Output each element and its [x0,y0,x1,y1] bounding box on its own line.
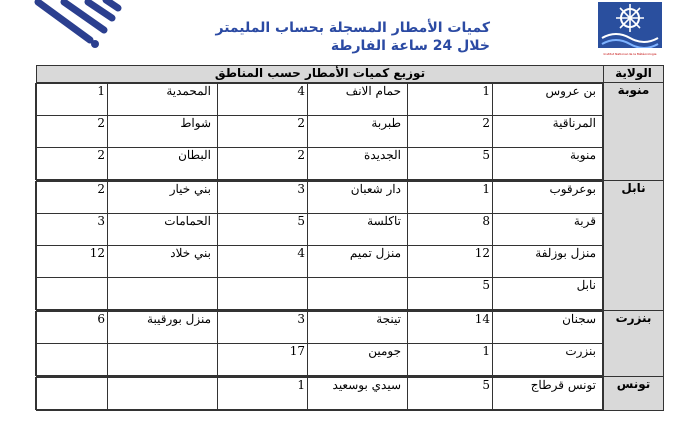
area-name: سجنان [493,312,603,344]
rainfall-value: 1 [218,378,308,410]
rainfall-value: 1 [408,182,493,214]
rainfall-value: 1 [408,344,493,376]
area-name: قربة [493,214,603,246]
rainfall-value: 8 [408,214,493,246]
table-row [36,214,603,246]
rainfall-value: 5 [408,148,493,180]
table-row [36,148,603,180]
area-name: تينجة [308,312,408,344]
area-name: طبربة [308,116,408,148]
table-row [36,344,603,376]
rainfall-value [36,278,108,310]
rainfall-value: 5 [408,278,493,310]
area-name: شواط [108,116,218,148]
area-name: بوعرقوب [493,182,603,214]
diagonal-stripes-icon [0,0,130,60]
area-name: الجديدة [308,148,408,180]
area-name: منزل بورقيبة [108,312,218,344]
rainfall-value: 2 [36,116,108,148]
area-name: حمام الانف [308,84,408,116]
rainfall-value: 5 [408,378,493,410]
table-row [36,312,603,344]
state-group [37,377,664,411]
area-name: منزل تميم [308,246,408,278]
state-group [37,83,664,181]
area-name: البطان [108,148,218,180]
rainfall-value: 3 [218,312,308,344]
area-name: منزل بوزلفة [493,246,603,278]
area-name [108,378,218,410]
rainfall-value: 17 [218,344,308,376]
rainfall-value: 2 [218,148,308,180]
page-subtitle: خلال 24 ساعة الفارطة [330,38,490,54]
table-row [36,182,603,214]
area-name: بني خيار [108,182,218,214]
area-name: بنزرت [493,344,603,376]
area-name: نابل [493,278,603,310]
table-row [36,116,603,148]
state-name: نابل [604,181,664,311]
table-row [36,378,603,410]
logo-caption: Institut National de la Météorologie [603,52,657,56]
rainfall-value: 2 [36,148,108,180]
rainfall-value: 3 [36,214,108,246]
rainfall-value: 1 [36,84,108,116]
column-header-state: الولاية [604,66,664,83]
area-name: تاكلسة [308,214,408,246]
area-name: بن عروس [493,84,603,116]
inm-logo [598,2,662,58]
rainfall-value: 6 [36,312,108,344]
area-name [108,344,218,376]
area-name [108,278,218,310]
area-name: المرناقية [493,116,603,148]
rainfall-value [36,344,108,376]
page-title: كميات الأمطار المسجلة بحساب المليمتر [215,20,490,36]
rainfall-value: 4 [218,246,308,278]
rainfall-value: 3 [218,182,308,214]
rainfall-value [36,378,108,410]
rainfall-value: 5 [218,214,308,246]
rainfall-value: 12 [408,246,493,278]
state-name: تونس [604,377,664,411]
rainfall-value: 12 [36,246,108,278]
area-name: جومين [308,344,408,376]
rainfall-value: 2 [218,116,308,148]
column-header-distribution: توزيع كميات الأمطار حسب المناطق [37,66,604,83]
area-name: تونس قرطاج [493,378,603,410]
state-group [37,181,664,311]
state-name: بنزرت [604,311,664,377]
rainfall-value [218,278,308,310]
area-name: سيدي بوسعيد [308,378,408,410]
rainfall-value: 1 [408,84,493,116]
state-name: منوبة [604,83,664,181]
area-name [308,278,408,310]
state-group [37,311,664,377]
rainfall-value: 2 [408,116,493,148]
table-row [36,84,603,116]
area-name: بني خلاد [108,246,218,278]
area-name: دار شعبان [308,182,408,214]
table-row [36,246,603,278]
inm-logo-icon [598,2,662,48]
area-name: الحمامات [108,214,218,246]
rainfall-value: 14 [408,312,493,344]
rainfall-table [36,65,664,411]
rainfall-value: 2 [36,182,108,214]
area-name: منوبة [493,148,603,180]
table-row [36,278,603,310]
rainfall-value: 4 [218,84,308,116]
area-name: المحمدية [108,84,218,116]
